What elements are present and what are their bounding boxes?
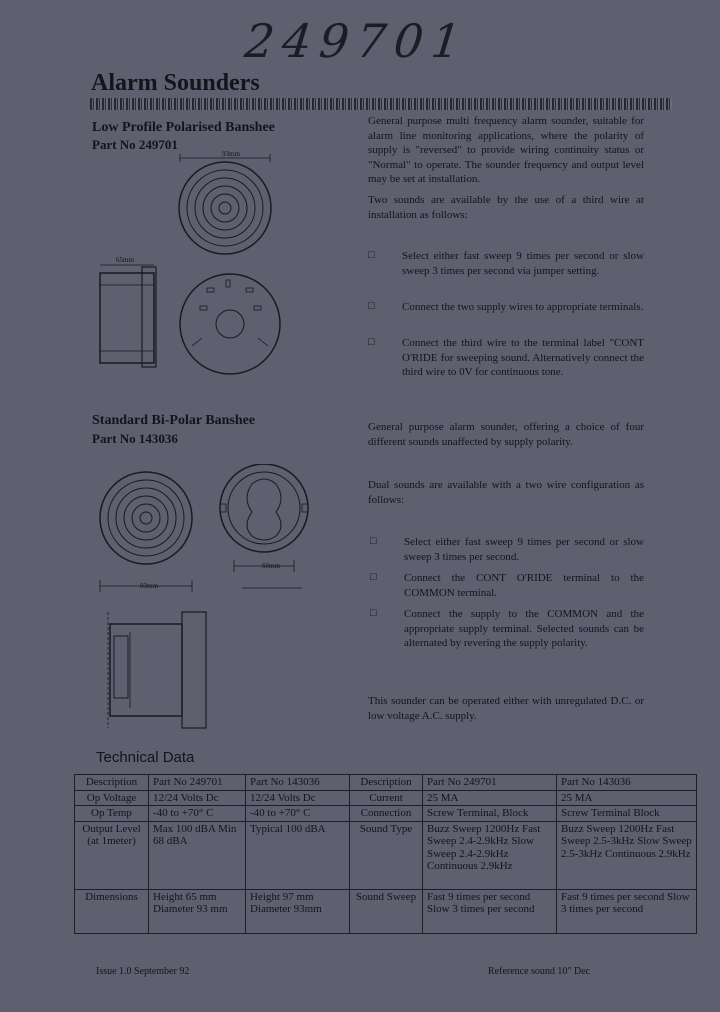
product2-side-view-drawing — [100, 608, 210, 733]
table-cell: Typical 100 dBA — [246, 821, 350, 889]
table-header-row — [75, 775, 697, 791]
product1-bullet-1: Select either fast sweep 9 times per second or slow sweep 3 times per second via jumper setting. — [402, 250, 644, 277]
table-cell: Fast 9 times per second Slow 3 times per second — [423, 889, 557, 933]
product2-width-dimension: 93mm — [140, 582, 158, 590]
handwritten-number: 249701 — [242, 14, 472, 68]
table-cell: Connection — [350, 806, 423, 822]
table-cell: Fast 9 times per second Slow 3 times per second — [557, 889, 697, 933]
checkbox-bullet: □ — [370, 535, 377, 547]
table-cell: 12/24 Volts Dc — [149, 790, 246, 806]
page-title: Alarm Sounders — [91, 70, 260, 96]
table-cell: Op Voltage — [75, 790, 149, 806]
table-cell: 12/24 Volts Dc — [246, 790, 350, 806]
product2-inner-dimension: 60mm — [262, 562, 280, 570]
technical-data-heading: Technical Data — [96, 749, 195, 766]
product2-description: General purpose alarm sounder, offering a choice of four different sounds unaffected by supply polarity. — [368, 421, 644, 448]
product2-intro: Dual sounds are available with a two wire configuration as follows: — [368, 479, 644, 506]
technical-data-table — [74, 774, 697, 934]
table-cell: Screw Terminal Block — [557, 806, 697, 822]
table-cell: Height 65 mm Diameter 93 mm — [149, 889, 246, 933]
product1-top-dimension: 93mm — [222, 150, 240, 158]
product1-part: Part No 249701 — [92, 137, 178, 152]
table-header-cell: Part No 249701 — [423, 775, 557, 791]
table-header-cell: Part No 249701 — [149, 775, 246, 791]
table-cell: Sound Sweep — [350, 889, 423, 933]
footer-reference: Reference sound 10" Dec — [488, 966, 591, 977]
table-header-cell: Description — [75, 775, 149, 791]
table-row — [75, 806, 697, 822]
title-rule — [90, 98, 672, 110]
product1-side-view-drawing — [90, 255, 170, 375]
table-cell: Buzz Sweep 1200Hz Fast Sweep 2.4-2.9kHz Slow Sweep 2.4-2.9kHz Continuous 2.9kHz — [423, 821, 557, 889]
table-cell: Current — [350, 790, 423, 806]
product2-bullet-1: Select either fast sweep 9 times per second or slow sweep 3 times per second. — [404, 536, 644, 563]
product1-name: Low Profile Polarised Banshee — [92, 120, 275, 135]
checkbox-bullet: □ — [368, 336, 375, 348]
table-cell: Screw Terminal, Block — [423, 806, 557, 822]
table-cell: -40 to +70° C — [246, 806, 350, 822]
checkbox-bullet: □ — [370, 571, 377, 583]
product2-part: Part No 143036 — [92, 431, 178, 446]
product1-bullet-2: Connect the two supply wires to appropriate terminals. — [402, 301, 644, 313]
table-cell: Op Temp — [75, 806, 149, 822]
table-cell: Dimensions — [75, 889, 149, 933]
table-row — [75, 889, 697, 933]
table-cell: Sound Type — [350, 821, 423, 889]
product2-note: This sounder can be operated either with unregulated D.C. or low voltage A.C. supply. — [368, 695, 644, 722]
product1-bullet-3: Connect the third wire to the terminal label "CONT O'RIDE for sweeping sound. Alternatively connect the third wire to 0V for continuous tone. — [402, 337, 644, 378]
checkbox-bullet: □ — [370, 607, 377, 619]
table-header-cell: Part No 143036 — [246, 775, 350, 791]
table-cell: Buzz Sweep 1200Hz Fast Sweep 2.5-3kHz Slow Sweep 2.5-3kHz Continuous 2.9kHz — [557, 821, 697, 889]
table-row — [75, 821, 697, 889]
product2-bullet-3: Connect the supply to the COMMON and the appropriate supply terminal. Selected sounds can be alternated by revering the supply polarity. — [404, 608, 644, 649]
table-cell: Max 100 dBA Min 68 dBA — [149, 821, 246, 889]
table-cell: -40 to +70° C — [149, 806, 246, 822]
product1-description: General purpose multi frequency alarm sounder, suitable for alarm line monitoring applications, where the polarity of supply is "reversed" to provide wiring continuity status or "Normal" to operate. The sounder frequency and output level may be set at installation. — [368, 115, 644, 185]
checkbox-bullet: □ — [368, 300, 375, 312]
product2-bullet-2: Connect the CONT O'RIDE terminal to the COMMON terminal. — [404, 572, 644, 599]
table-row — [75, 790, 697, 806]
product1-side-dimension: 65mm — [116, 256, 134, 264]
checkbox-bullet: □ — [368, 249, 375, 261]
table-cell: 25 MA — [423, 790, 557, 806]
product2-front-view-drawing — [92, 468, 202, 598]
product1-base-view-drawing — [172, 266, 292, 386]
table-header-cell: Description — [350, 775, 423, 791]
product1-top-view-drawing — [168, 150, 298, 260]
table-cell: Output Level (at 1meter) — [75, 821, 149, 889]
product2-rear-view-drawing — [212, 464, 322, 594]
product1-intro: Two sounds are available by the use of a third wire at installation as follows: — [368, 194, 644, 221]
table-cell: Height 97 mm Diameter 93mm — [246, 889, 350, 933]
footer-issue: Issue 1.0 September 92 — [96, 966, 190, 977]
table-cell: 25 MA — [557, 790, 697, 806]
product2-name: Standard Bi-Polar Banshee — [92, 413, 256, 428]
table-header-cell: Part No 143036 — [557, 775, 697, 791]
